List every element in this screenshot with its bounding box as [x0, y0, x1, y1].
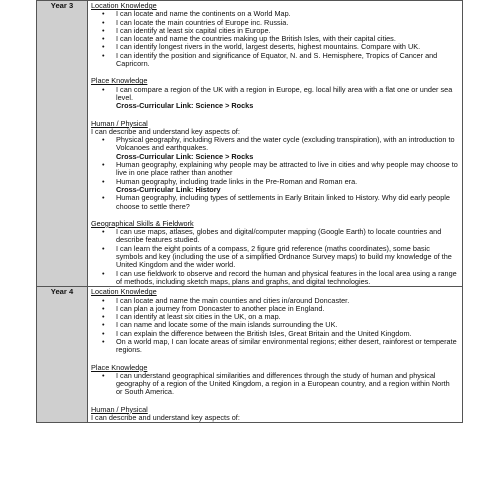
- objective-text: I can name and locate some of the main islands surrounding the UK.: [116, 320, 338, 330]
- objective-text: I can plan a journey from Doncaster to another place in England.: [116, 303, 325, 313]
- objective-text: I can locate and name the main counties and cities in/around Doncaster.: [116, 295, 350, 305]
- objective-list: [91, 297, 458, 355]
- objective-text: I can identify the position and significance of Equator, N. and S. Hemisphere, Tropics of Cancer and Capricorn.: [116, 50, 438, 69]
- objective-text: I can explain the difference between the British Isles, Great Britain and the United Kingdom.: [116, 328, 412, 338]
- objective-list: [91, 228, 458, 286]
- objective-item: [91, 161, 458, 178]
- year-content: [88, 287, 463, 423]
- objective-text: I can learn the eight points of a compass, 2 figure grid reference (maths coordinates), some basic symbols and key (including the use of a simplified Ordnance Survey maps) to build my knowledge of the United Kingdom and the wider world.: [116, 243, 452, 270]
- objective-text: I can identify at least six capital cities in Europe.: [116, 25, 271, 35]
- objective-list: [91, 372, 458, 397]
- objective-text: I can locate and name the countries making up the British Isles, with their capital cities.: [116, 34, 396, 44]
- section-heading: Place Knowledge: [91, 76, 148, 86]
- objective-item: [91, 136, 458, 161]
- objective-item: [91, 338, 458, 355]
- section-heading: Geographical Skills & Fieldwork: [91, 218, 194, 228]
- objective-item: [91, 86, 458, 111]
- section-heading: Location Knowledge: [91, 287, 157, 297]
- objective-text: I can locate the main countries of Europe inc. Russia.: [116, 17, 289, 27]
- objective-text: Human geography, including trade links in the Pre-Roman and Roman era.: [116, 176, 358, 186]
- objective-text: I can use maps, atlases, globes and digital/computer mapping (Google Earth) to locate countries and describe features studied.: [116, 227, 442, 245]
- year-label: Year 3: [37, 1, 88, 287]
- objective-text: On a world map, I can locate areas of similar environmental regions; either desert, rainforest or temperate regions.: [116, 336, 457, 355]
- objective-text: I can identify longest rivers in the world, largest deserts, highest mountains. Compare with UK.: [116, 42, 421, 52]
- objective-item: [91, 52, 458, 69]
- cross-curricular-link: Cross-Curricular Link: Science > Rocks: [116, 151, 254, 161]
- year-row: [37, 1, 463, 287]
- year-label: Year 4: [37, 287, 88, 423]
- objective-text: Physical geography, including Rivers and the water cycle (excluding transpiration), with an introduction to Volcanoes and earthquakes.: [116, 135, 455, 153]
- objective-text: I can compare a region of the UK with a region in Europe, eg. local hilly area with a flat one or under sea level.: [116, 84, 453, 102]
- section-heading: Place Knowledge: [91, 362, 148, 372]
- objective-text: I can understand geographical similarities and differences through the study of human and physical geography of a region of the United Kingdom, a region in a European country, and a region within North or South America.: [116, 370, 450, 397]
- objective-item: [91, 178, 458, 195]
- year-content: [88, 1, 463, 287]
- objective-item: [91, 372, 458, 397]
- objective-text: I can identify at least six cities in the UK, on a map.: [116, 312, 281, 322]
- objective-text: Human geography, including types of settlements in Early Britain linked to History. Why did early people choose to settle there?: [116, 193, 450, 211]
- year-row: [37, 287, 463, 423]
- objective-list: [91, 86, 458, 111]
- objective-item: [91, 245, 458, 270]
- objective-item: [91, 270, 458, 287]
- objective-text: I can use fieldwork to observe and record the human and physical features in the local area using a range of methods, including sketch maps, plans and graphs, and digital technologies.: [116, 268, 457, 286]
- cross-curricular-link: Cross-Curricular Link: History: [116, 184, 221, 194]
- cross-curricular-link: Cross-Curricular Link: Science > Rocks: [116, 101, 254, 111]
- objective-text: I can locate and name the continents on a World Map.: [116, 9, 291, 19]
- objective-list: [91, 10, 458, 68]
- section-heading: Human / Physical: [91, 118, 148, 128]
- section-intro: I can describe and understand key aspects of:: [91, 413, 240, 423]
- objective-item: [91, 194, 458, 211]
- curriculum-table: [36, 0, 463, 423]
- objective-text: Human geography, explaining why people may be attracted to live in cities and why people may choose to live in one place rather than another: [116, 160, 458, 178]
- objective-list: [91, 136, 458, 211]
- section-heading: Location Knowledge: [91, 1, 157, 10]
- section-intro: I can describe and understand key aspects of:: [91, 126, 240, 136]
- section-heading: Human / Physical: [91, 404, 148, 414]
- objective-item: [91, 228, 458, 245]
